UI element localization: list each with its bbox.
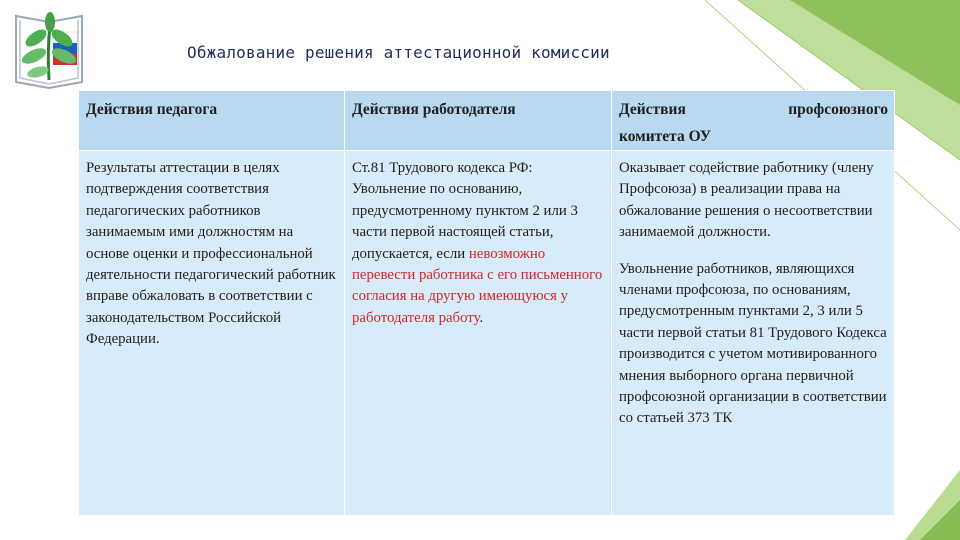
header-union-word1: Действия bbox=[619, 101, 686, 118]
employer-text: Ст.81 Трудового кодекса РФ: Увольнение по основанию, предусмотренному пунктом 2 или 3 части первой настоящей статьи, допускается, если bbox=[352, 160, 578, 262]
actions-table bbox=[78, 90, 894, 516]
header-union-actions bbox=[612, 91, 895, 151]
page-title: Обжалование решения аттестационной комиссии bbox=[187, 43, 610, 62]
table-header-row bbox=[79, 91, 895, 151]
employer-highlight-text: невозможно перевести работника с его письменного согласия на другую имеющуюся у работодателя работу bbox=[352, 245, 603, 326]
trade-union-education-logo-icon bbox=[6, 4, 92, 92]
employer-actions-cell bbox=[345, 151, 612, 516]
header-union-line2: комитета ОУ bbox=[619, 128, 712, 145]
employer-text-end: . bbox=[479, 309, 484, 326]
header-employer-actions: Действия работодателя bbox=[345, 91, 612, 151]
union-paragraph-1: Оказывает содействие работнику (члену Профсоюза) в реализации права на обжалование решения о несоответствии занимаемой должности. bbox=[619, 160, 874, 241]
header-teacher-actions: Действия педагога bbox=[79, 91, 345, 151]
union-actions-cell bbox=[612, 151, 895, 516]
table-row bbox=[79, 151, 895, 516]
teacher-actions-cell: Результаты аттестации в целях подтверждения соответствия педагогических работников занимаемым ими должностям на основе оценки и профессиональной деятельности педагогический работник вправе обжаловать в соответствии с законодательством Российской Федерации. bbox=[79, 151, 345, 516]
header-union-word2: профсоюзного bbox=[788, 101, 888, 118]
union-paragraph-2: Увольнение работников, являющихся членами профсоюза, по основаниям, предусмотренным пунктами 2, 3 или 5 части первой статьи 81 Трудового Кодекса производится с учетом мотивированного мнения выборного органа первичной профсоюзной организации в соответствии со статьей 373 ТК bbox=[619, 260, 887, 427]
